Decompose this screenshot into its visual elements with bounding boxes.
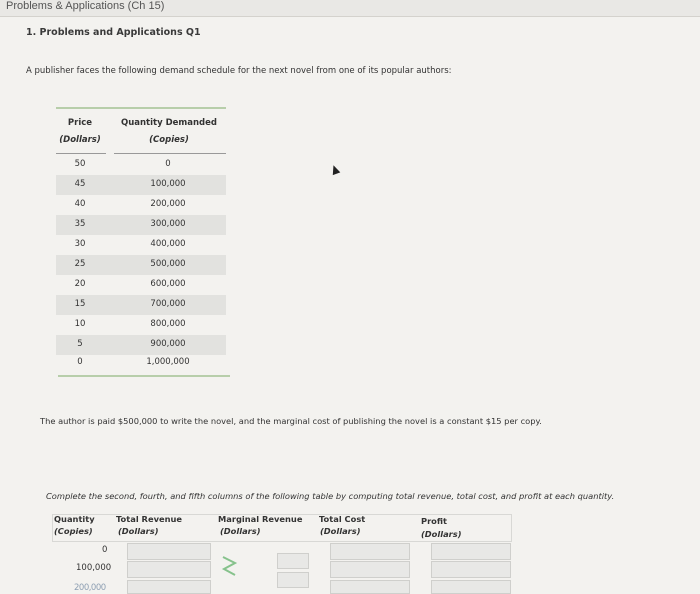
table-row bbox=[56, 175, 226, 195]
quantity-header: Quantity bbox=[54, 514, 95, 524]
quantity-unit-header: (Copies) bbox=[54, 526, 93, 536]
problem-heading: 1. Problems and Applications Q1 bbox=[26, 27, 201, 38]
price-unit-header: (Dollars) bbox=[59, 135, 101, 145]
page-title: Problems & Applications (Ch 15) bbox=[6, 0, 165, 12]
profit-input[interactable] bbox=[431, 561, 511, 578]
qty-header: Quantity Demanded bbox=[120, 118, 217, 128]
qty-cell: 100,000 bbox=[150, 179, 186, 189]
qty-cell: 900,000 bbox=[150, 339, 186, 349]
table-row bbox=[56, 255, 226, 275]
price-cell: 45 bbox=[74, 179, 86, 189]
price-cell: 40 bbox=[74, 199, 86, 209]
table-row bbox=[56, 155, 226, 175]
qty-cell: 200,000 bbox=[150, 199, 186, 209]
table-row bbox=[56, 195, 226, 215]
price-cell: 30 bbox=[74, 239, 86, 249]
header-frame bbox=[52, 514, 512, 542]
qty-cell: 700,000 bbox=[150, 299, 186, 309]
total-cost-input[interactable] bbox=[330, 561, 410, 578]
marginal-revenue-header: Marginal Revenue bbox=[218, 514, 303, 524]
price-cell: 15 bbox=[74, 299, 86, 309]
qty-unit-header: (Copies) bbox=[149, 135, 189, 145]
total-revenue-unit-header: (Dollars) bbox=[118, 526, 159, 536]
marginal-revenue-unit-header: (Dollars) bbox=[220, 526, 261, 536]
table-row bbox=[56, 235, 226, 255]
table-bottom-rule bbox=[58, 375, 230, 377]
price-header: Price bbox=[67, 118, 93, 128]
total-revenue-header: Total Revenue bbox=[116, 514, 183, 524]
total-cost-header: Total Cost bbox=[319, 514, 366, 524]
qty-cell: 800,000 bbox=[150, 319, 186, 329]
total-cost-input[interactable] bbox=[330, 543, 410, 560]
marginal-revenue-input[interactable] bbox=[277, 553, 309, 569]
instructions-text: Complete the second, fourth, and fifth columns of the following table by computing total revenue, total cost, and profit at each quantity. bbox=[46, 491, 615, 501]
profit-input[interactable] bbox=[431, 543, 511, 560]
table-row bbox=[56, 353, 226, 373]
total-revenue-input[interactable] bbox=[127, 543, 211, 560]
price-cell: 0 bbox=[77, 357, 83, 367]
price-cell: 20 bbox=[74, 279, 86, 289]
price-cell: 5 bbox=[77, 339, 83, 349]
mouse-cursor-icon bbox=[330, 164, 341, 175]
price-cell: 10 bbox=[74, 319, 86, 329]
qty-cell: 500,000 bbox=[150, 259, 186, 269]
intro-text: A publisher faces the following demand schedule for the next novel from one of its popular authors: bbox=[26, 66, 452, 76]
header-underline bbox=[114, 153, 226, 154]
table-row bbox=[56, 335, 226, 355]
table-row bbox=[56, 215, 226, 235]
table-row bbox=[56, 275, 226, 295]
price-cell: 35 bbox=[74, 219, 86, 229]
table-top-rule bbox=[56, 107, 226, 109]
marginal-revenue-input[interactable] bbox=[277, 572, 309, 588]
quantity-cell: 100,000 bbox=[76, 563, 112, 573]
table-row bbox=[56, 295, 226, 315]
qty-cell: 400,000 bbox=[150, 239, 186, 249]
quantity-cell: 0 bbox=[102, 545, 108, 555]
profit-header: Profit bbox=[421, 516, 447, 526]
qty-cell: 1,000,000 bbox=[146, 357, 190, 367]
quantity-cell: 200,000 bbox=[74, 583, 106, 593]
title-bar bbox=[0, 0, 700, 17]
profit-unit-header: (Dollars) bbox=[421, 529, 462, 539]
total-revenue-input[interactable] bbox=[127, 561, 211, 578]
dropdown-zigzag-icon bbox=[221, 553, 239, 581]
qty-cell: 300,000 bbox=[150, 219, 186, 229]
price-cell: 25 bbox=[74, 259, 86, 269]
qty-cell: 0 bbox=[165, 159, 171, 169]
qty-cell: 600,000 bbox=[150, 279, 186, 289]
total-cost-unit-header: (Dollars) bbox=[320, 526, 361, 536]
header-underline bbox=[56, 153, 106, 154]
price-cell: 50 bbox=[74, 159, 86, 169]
author-note-text: The author is paid $500,000 to write the novel, and the marginal cost of publishing the novel is a constant $15 per copy. bbox=[40, 416, 542, 426]
table-row bbox=[56, 315, 226, 335]
